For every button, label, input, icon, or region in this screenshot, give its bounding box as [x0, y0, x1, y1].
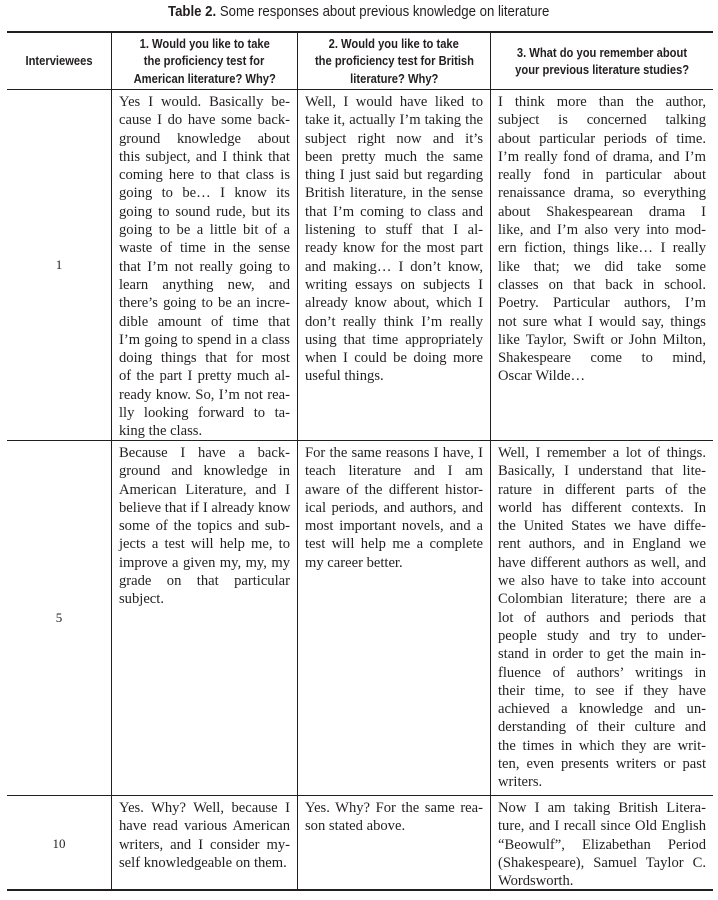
response-line: stand in order to get the main in- [498, 646, 706, 663]
response-line: ture, and I recall since Old English [498, 818, 706, 835]
response-line: ical periods, and authors, and [305, 499, 483, 516]
response-cell [111, 90, 297, 441]
response-line: my career better. [305, 554, 403, 571]
response-line: writers, and I consider my- [119, 836, 290, 853]
response-line: already know about, which I [305, 295, 483, 312]
response-line: that I’m not really going to [119, 258, 290, 275]
response-line: most important novels, and a [305, 518, 483, 535]
response-line: Well, I remember a lot of things. [498, 445, 706, 461]
response-line: writing essays on subjects I [305, 276, 483, 293]
response-line: have read various American [119, 818, 290, 835]
response-line: of the part I pretty much al- [119, 368, 290, 385]
response-line: I’m really fond of drama, and I’m [498, 148, 706, 165]
response-line: grade on that particular [119, 573, 290, 590]
response-line: lly looking forward to ta- [119, 405, 290, 422]
response-line: ground and knowledge in [119, 463, 290, 480]
response-line: about particular periods of time. [498, 130, 706, 147]
response-line: dible amount of time that [119, 313, 290, 330]
responses-table [7, 31, 713, 891]
response-line: using that time appropriately [305, 331, 483, 348]
response-line: their time, to see if they have [498, 682, 706, 699]
response-line: (Shakespeare), Samuel Taylor C. [498, 854, 706, 871]
response-line: and making… I don’t know, [305, 258, 483, 275]
response-line: ready know. So, I’m not rea- [119, 386, 290, 403]
column-header-line: 3. What do you remember about [516, 44, 688, 60]
interviewee-number: 10 [52, 835, 66, 851]
response-line: Now I am taking British Litera- [498, 800, 706, 816]
response-line: have different authors as well, and [498, 554, 706, 571]
response-line: some of the topics and sub- [119, 518, 290, 535]
response-line: subject. [119, 591, 164, 608]
response-line: doing things that for most [119, 350, 290, 367]
response-line: the United States we have diffe- [498, 518, 706, 535]
response-line: when I could be doing more [305, 350, 483, 367]
response-line: aware of the different histor- [305, 481, 483, 498]
response-line: test will help me a complete [305, 536, 483, 553]
response-line: ten, even presents writers or past [498, 756, 706, 773]
response-cell [297, 441, 490, 796]
response-cell [111, 441, 297, 796]
response-line: don’t really think I’m really [305, 313, 483, 330]
response-line: there’s going to be an incre- [119, 295, 290, 312]
interviewee-number: 1 [7, 90, 111, 441]
response-line: rature in different parts of the [498, 481, 706, 498]
column-header-line: your previous literature studies? [515, 62, 689, 77]
column-header [490, 33, 713, 90]
response-line: about Shakespearean drama I [498, 203, 706, 220]
response-line: self knowledgeable on them. [119, 854, 287, 871]
response-line: cause I do have some back- [119, 112, 290, 129]
interviewee-number: 5 [7, 441, 111, 796]
response-line: lot of authors and periods that [498, 609, 706, 626]
response-line: listening to stuff that I al- [305, 222, 483, 239]
response-line: classes on that back in school. [498, 276, 706, 293]
response-line: teach literature and I am [305, 463, 483, 480]
response-line: Wordsworth. [498, 873, 574, 890]
response-line: Yes I would. Basically be- [119, 94, 290, 110]
response-line: really fond in particular about [498, 167, 706, 184]
response-line: fluence of authors’ writings in [498, 664, 706, 681]
column-header-line: Interviewees [25, 53, 93, 69]
column-header-line: American literature? Why? [133, 70, 276, 86]
response-line: Shakespeare come to mind, [498, 350, 706, 367]
response-line: the times in which they are writ- [498, 737, 706, 754]
response-line: achieved a knowledge and un- [498, 701, 706, 718]
column-header-line: the proficiency test for [144, 53, 265, 69]
response-line: been pretty much the same [305, 148, 483, 165]
response-line: Yes. Why? For the same rea- [305, 800, 483, 816]
response-line: Basically, I understand that lite- [498, 463, 706, 480]
table-caption-label: Table 2. [168, 3, 217, 20]
response-cell [297, 90, 490, 441]
response-line: world has different contexts. In [498, 499, 706, 516]
column-header-line: 1. Would you like to take [139, 35, 270, 51]
column-header [111, 33, 297, 90]
response-cell [490, 90, 713, 441]
column-header-line: literature? Why? [349, 70, 439, 86]
response-line: Poetry. Particular authors, I’m [498, 295, 706, 312]
response-line: this subject, and I think that [119, 148, 290, 165]
response-line: king the class. [119, 423, 203, 440]
response-cell [297, 796, 490, 891]
response-line: son stated above. [305, 818, 406, 835]
response-line: going to be… I know its [119, 185, 290, 202]
response-line: take it, actually I’m taking the [305, 112, 483, 129]
response-line: Oscar Wilde… [498, 368, 586, 385]
response-line: we also have to take into account [498, 573, 706, 590]
response-line: For the same reasons I have, I [305, 445, 483, 461]
response-line: rent authors, and in England we [498, 536, 706, 553]
response-line: not sure what I would say, things [498, 313, 706, 330]
response-line: going to sound rude, but its [119, 203, 290, 220]
response-line: I’m going to spend in a class [119, 331, 290, 348]
response-line: Yes. Why? Well, because I [119, 800, 290, 816]
response-line: writers. [498, 774, 543, 791]
response-line: renaissance drama, so everything [498, 185, 706, 202]
response-line: people study and try to under- [498, 627, 706, 644]
response-line: like Taylor, Swift or John Milton, [498, 331, 706, 348]
column-header [7, 33, 111, 90]
response-cell [490, 796, 713, 891]
response-line: coming here to that class is [119, 167, 290, 184]
response-line: that I’m coming to class and [305, 203, 483, 220]
column-header [297, 33, 490, 90]
response-line: “Beowulf”, Elizabethan Period [498, 836, 706, 853]
column-header-line: 2. Would you like to take [328, 35, 460, 51]
response-line: ern fiction, things like… I really [498, 240, 706, 257]
table-caption [0, 2, 718, 22]
response-line: subject right now and it’s [305, 130, 483, 147]
column-header-line: the proficiency test for British [314, 53, 474, 69]
response-cell [490, 441, 713, 796]
response-line: I think more than the author, [498, 94, 706, 110]
response-line: derstanding of their culture and [498, 719, 706, 736]
response-line: thing I just said but regarding [305, 167, 483, 184]
response-line: improve a given my, my, my [119, 554, 290, 571]
response-line: subject is concerned talking [498, 112, 706, 129]
response-line: Colombian literature; there are a [498, 591, 706, 608]
response-line: American Literature, and I [119, 481, 290, 498]
response-line: ready know for the most part [305, 240, 483, 257]
response-line: useful things. [305, 368, 384, 385]
response-line: going to be a little bit of a [119, 222, 290, 239]
response-line: like, and I’m also very into mod- [498, 222, 706, 239]
response-cell [111, 796, 297, 891]
response-line: Well, I would have liked to [305, 94, 483, 110]
table-caption-text: Some responses about previous knowledge on literature [220, 3, 550, 20]
response-line: ground knowledge about [119, 130, 290, 147]
response-line: British literature, in the sense [305, 185, 483, 202]
response-line: believe that if I already know [119, 499, 291, 516]
response-line: like that; we did take some [498, 258, 706, 275]
response-line: Because I have a back- [119, 445, 290, 461]
response-line: learn anything new, and [119, 276, 290, 293]
response-line: waste of time in the sense [119, 240, 290, 257]
response-line: jects a test will help me, to [119, 536, 290, 553]
